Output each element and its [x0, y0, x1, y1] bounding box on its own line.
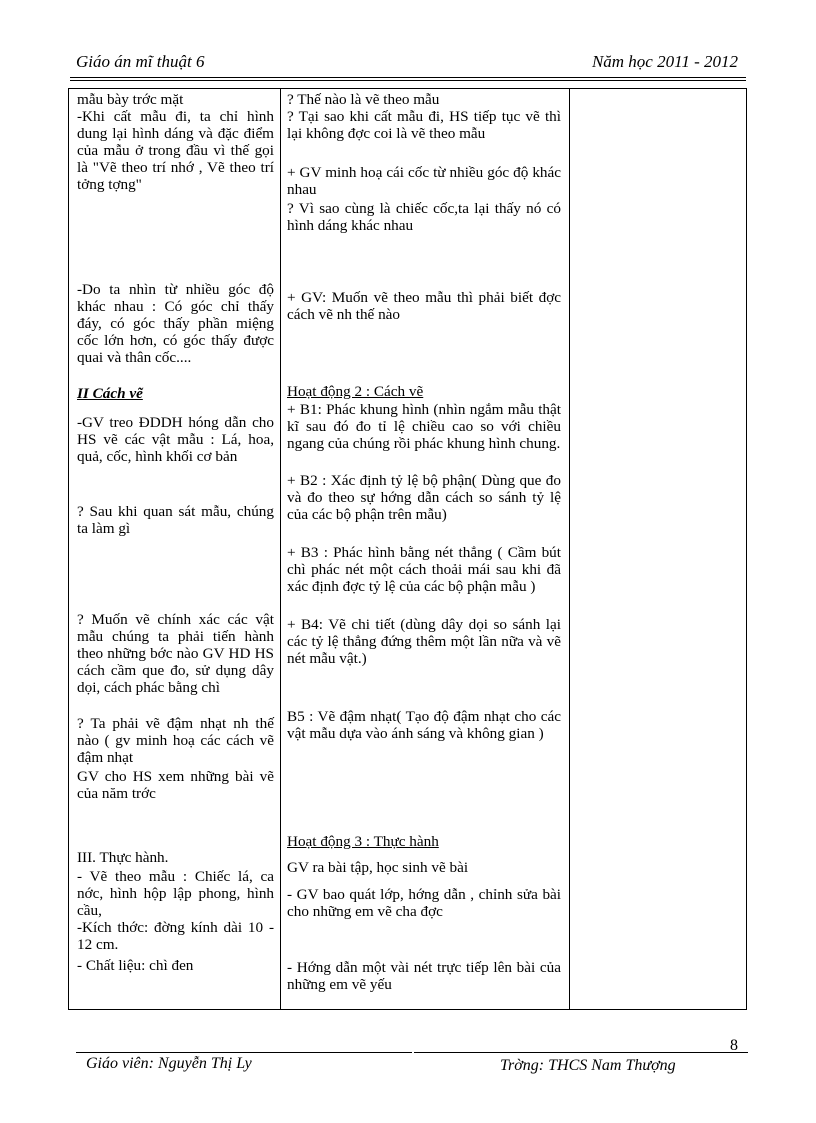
step-b2: + B2 : Xác định tỷ lệ bộ phận( Dùng que đo và đo theo sự hớng dẫn cách so sánh tỷ lệ của các bộ phận trên mẫu) [287, 472, 561, 523]
header-subject: Giáo án mĩ thuật 6 [76, 52, 205, 71]
step-b4: + B4: Vẽ chi tiết (dùng dây dọi so sánh lại các tỷ lệ thẳng đứng thêm một lần nữa và vẽ nét mẫu vật.) [287, 616, 561, 667]
col2-text-4: ? Vì sao cùng là chiếc cốc,ta lại thấy nó có hình dáng khác nhau [287, 200, 561, 234]
lesson-table [68, 88, 747, 1010]
step-b3: + B3 : Phác hình bằng nét thẳng ( Cầm bút chì phác nét một cách thoải mái sau khi đã xác định đợc tỷ lệ của các bộ phận mẫu ) [287, 544, 561, 595]
section-heading-cach-ve: II Cách vẽ [77, 385, 143, 402]
column-divider-1 [280, 89, 281, 1009]
section-heading-thuc-hanh: III. Thực hành. [77, 849, 169, 866]
col2-text-2: ? Tại sao khi cất mẫu đi, HS tiếp tục vẽ thì lại không đợc coi là vẽ theo mẫu [287, 108, 561, 142]
step-b5: B5 : Vẽ đậm nhạt( Tạo độ đậm nhạt cho các vật mẫu dựa vào ánh sáng và không gian ) [287, 708, 561, 742]
activity-3-heading: Hoạt động 3 : Thực hành [287, 833, 439, 850]
col2-text-14: - GV bao quát lớp, hớng dẫn , chỉnh sửa bài cho những em vẽ cha đợc [287, 886, 561, 920]
col1-text-7: ? Muốn vẽ chính xác các vật mẫu chúng ta phải tiến hành theo những bớc nào GV HD HS cách cầm que đo, sử dụng dây dọi, cách phác bằng chì [77, 611, 274, 696]
col1-text-6: ? Sau khi quan sát mẫu, chúng ta làm gì [77, 503, 274, 537]
column-divider-2 [569, 89, 570, 1009]
col1-text-11: - Vẽ theo mẫu : Chiếc lá, ca nớc, hình hộp lập phong, hình cầu, [77, 868, 274, 919]
header-school-year: Năm học 2011 - 2012 [591, 52, 738, 71]
footer-teacher: Giáo viên: Nguyễn Thị Ly [86, 1055, 252, 1072]
footer-school: Trờng: THCS Nam Thượng [500, 1057, 676, 1074]
col2-text-15: - Hớng dẫn một vài nét trực tiếp lên bài của những em vẽ yếu [287, 959, 561, 993]
col1-text-8: ? Ta phải vẽ đậm nhạt nh thế nào ( gv minh hoạ các cách vẽ đậm nhạt [77, 715, 274, 766]
col2-text-5: + GV: Muốn vẽ theo mẫu thì phải biết đợc cách vẽ nh thế nào [287, 289, 561, 323]
footer-rule-right [414, 1052, 748, 1053]
col1-text-3: -Do ta nhìn từ nhiều góc độ khác nhau : Có góc chỉ thấy đáy, có góc thấy phần miệng cốc lớn hơn, có góc thấy được quai và thân cốc.... [77, 281, 274, 366]
col2-text-3: + GV minh hoạ cái cốc từ nhiều góc độ khác nhau [287, 164, 561, 198]
col1-text-5: -GV treo ĐDDH hóng dẫn cho HS vẽ các vật mẫu : Lá, hoa, quả, cốc, hình khối cơ bản [77, 414, 274, 465]
col1-text-13: - Chất liệu: chì đen [77, 957, 194, 974]
activity-2-heading: Hoạt động 2 : Cách vẽ [287, 383, 424, 400]
col1-text-12: -Kích thớc: đờng kính dài 10 - 12 cm. [77, 919, 274, 953]
header-rule-double [70, 80, 746, 81]
col1-text-1: mẫu bày trớc mặt [77, 91, 184, 108]
page-number: 8 [730, 1037, 738, 1054]
step-b1: + B1: Phác khung hình (nhìn ngắm mẫu thật kĩ sau đó đo tỉ lệ chiều cao so với chiều ngang của chúng rồi phác khung hình chung. [287, 401, 561, 452]
col2-text-1: ? Thế nào là vẽ theo mẫu [287, 91, 440, 108]
col2-text-13: GV ra bài tập, học sinh vẽ bài [287, 859, 469, 876]
footer-rule-left [76, 1052, 412, 1053]
col1-text-2: -Khi cất mẫu đi, ta chỉ hình dung lại hình dáng và đặc điểm của mẫu ở trong đầu vì thế gọi là "Vẽ theo trí nhớ , Vẽ theo trí tởng tợng" [77, 108, 274, 193]
col1-text-9: GV cho HS xem những bài vẽ của năm trớc [77, 768, 274, 802]
header-rule [70, 77, 746, 78]
